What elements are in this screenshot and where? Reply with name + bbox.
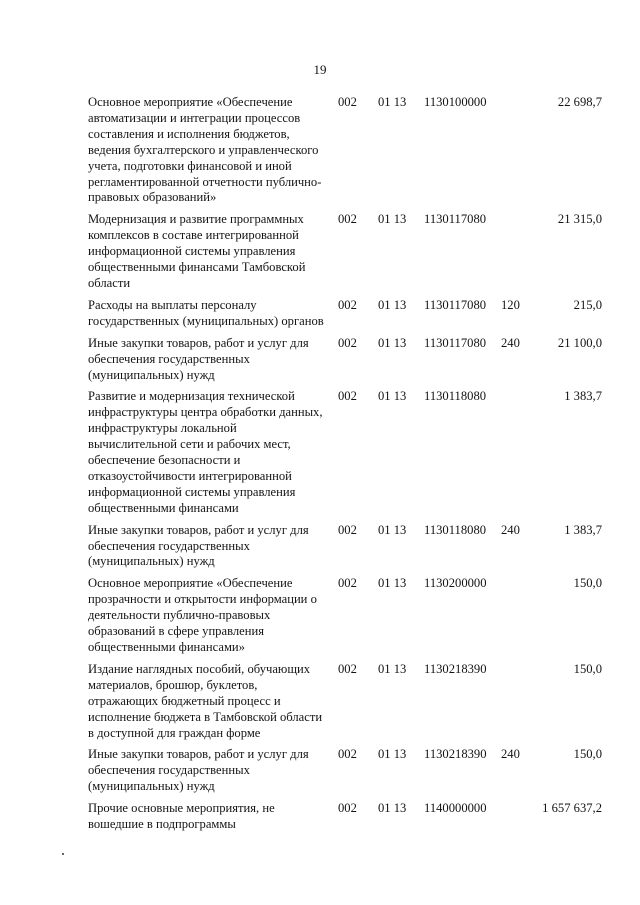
department-code: 002 bbox=[338, 747, 357, 762]
section-code: 01 13 bbox=[378, 95, 407, 109]
expense-name: Прочие основные мероприятия, не вошедшие в подпрограммы bbox=[88, 801, 275, 832]
department-code: 002 bbox=[338, 522, 357, 537]
department-code: 002 bbox=[338, 576, 357, 591]
table-row bbox=[88, 212, 608, 292]
section-code: 01 13 bbox=[378, 747, 407, 762]
table-row bbox=[88, 576, 608, 656]
target-article-code: 1130117080 bbox=[424, 212, 487, 227]
expense-name: Модернизация и развитие программных комплексов в составе интегрированной информационной системы управления общественными финансами Тамбовской области bbox=[88, 212, 306, 290]
amount: 150,0 bbox=[573, 576, 602, 591]
target-article-code: 1130118080 bbox=[424, 389, 487, 404]
department-code: 002 bbox=[338, 297, 357, 312]
target-article-code: 1130117080 bbox=[424, 297, 487, 312]
department-code: 002 bbox=[338, 212, 357, 227]
expense-name: Иные закупки товаров, работ и услуг для обеспечения государственных (муниципальных) нужд bbox=[88, 335, 309, 382]
department-code: 002 bbox=[338, 801, 357, 816]
table-row bbox=[88, 801, 608, 833]
expense-type-code: 240 bbox=[501, 522, 520, 537]
amount: 150,0 bbox=[573, 747, 602, 762]
department-code: 002 bbox=[338, 95, 357, 109]
section-code: 01 13 bbox=[378, 522, 407, 537]
amount: 21 100,0 bbox=[557, 335, 602, 350]
target-article-code: 1130100000 bbox=[424, 95, 487, 109]
table-row bbox=[88, 662, 608, 742]
section-code: 01 13 bbox=[378, 297, 407, 312]
expense-type-code: 120 bbox=[501, 297, 520, 312]
section-code: 01 13 bbox=[378, 661, 407, 676]
table-row bbox=[88, 95, 608, 206]
target-article-code: 1130118080 bbox=[424, 522, 487, 537]
section-code: 01 13 bbox=[378, 335, 407, 350]
expense-name: Иные закупки товаров, работ и услуг для обеспечения государственных (муниципальных) нужд bbox=[88, 522, 309, 569]
table-row bbox=[88, 336, 608, 384]
amount: 21 315,0 bbox=[557, 212, 602, 227]
expense-name: Основное мероприятие «Обеспечение прозрачности и открытости информации о деятельности публично-правовых образований в сфере управления общественными финансами» bbox=[88, 576, 317, 654]
amount: 1 383,7 bbox=[564, 522, 602, 537]
expense-name: Расходы на выплаты персоналу государственных (муниципальных) органов bbox=[88, 297, 324, 328]
table-row bbox=[88, 747, 608, 795]
department-code: 002 bbox=[338, 335, 357, 350]
amount: 150,0 bbox=[573, 661, 602, 676]
amount: 215,0 bbox=[573, 297, 602, 312]
department-code: 002 bbox=[338, 661, 357, 676]
section-code: 01 13 bbox=[378, 576, 407, 591]
table-row bbox=[88, 523, 608, 571]
table-row bbox=[88, 389, 608, 516]
page-number: 19 bbox=[313, 62, 327, 77]
expense-name: Основное мероприятие «Обеспечение автоматизации и интеграции процессов составления и исполнения бюджетов, ведения бухгалтерского и управленческого учета, подготовки финансовой и иной регламентированной отчетности публично-правовых образований» bbox=[88, 95, 322, 205]
budget-table bbox=[88, 95, 608, 839]
target-article-code: 1130200000 bbox=[424, 576, 487, 591]
department-code: 002 bbox=[338, 389, 357, 404]
section-code: 01 13 bbox=[378, 801, 407, 816]
target-article-code: 1130117080 bbox=[424, 335, 487, 350]
scan-speck bbox=[62, 853, 64, 855]
amount: 22 698,7 bbox=[557, 95, 602, 109]
expense-name: Развитие и модернизация технической инфраструктуры центра обработки данных, инфраструктуры локальной вычислительной сети и рабочих мест, обеспечение безопасности и отказоустойчивости интегрированной информационной системы управления общественными финансами bbox=[88, 389, 323, 515]
section-code: 01 13 bbox=[378, 212, 407, 227]
expense-name: Издание наглядных пособий, обучающих материалов, брошюр, буклетов, отражающих бюджетный процесс и исполнение бюджета в Тамбовской области в доступной для граждан форме bbox=[88, 661, 323, 740]
amount: 1 657 637,2 bbox=[542, 801, 602, 816]
table-row bbox=[88, 298, 608, 330]
section-code: 01 13 bbox=[378, 389, 407, 404]
expense-name: Иные закупки товаров, работ и услуг для обеспечения государственных (муниципальных) нужд bbox=[88, 747, 309, 794]
target-article-code: 1130218390 bbox=[424, 661, 487, 676]
expense-type-code: 240 bbox=[501, 747, 520, 762]
expense-type-code: 240 bbox=[501, 335, 520, 350]
target-article-code: 1130218390 bbox=[424, 747, 487, 762]
amount: 1 383,7 bbox=[564, 389, 602, 404]
target-article-code: 1140000000 bbox=[424, 801, 487, 816]
